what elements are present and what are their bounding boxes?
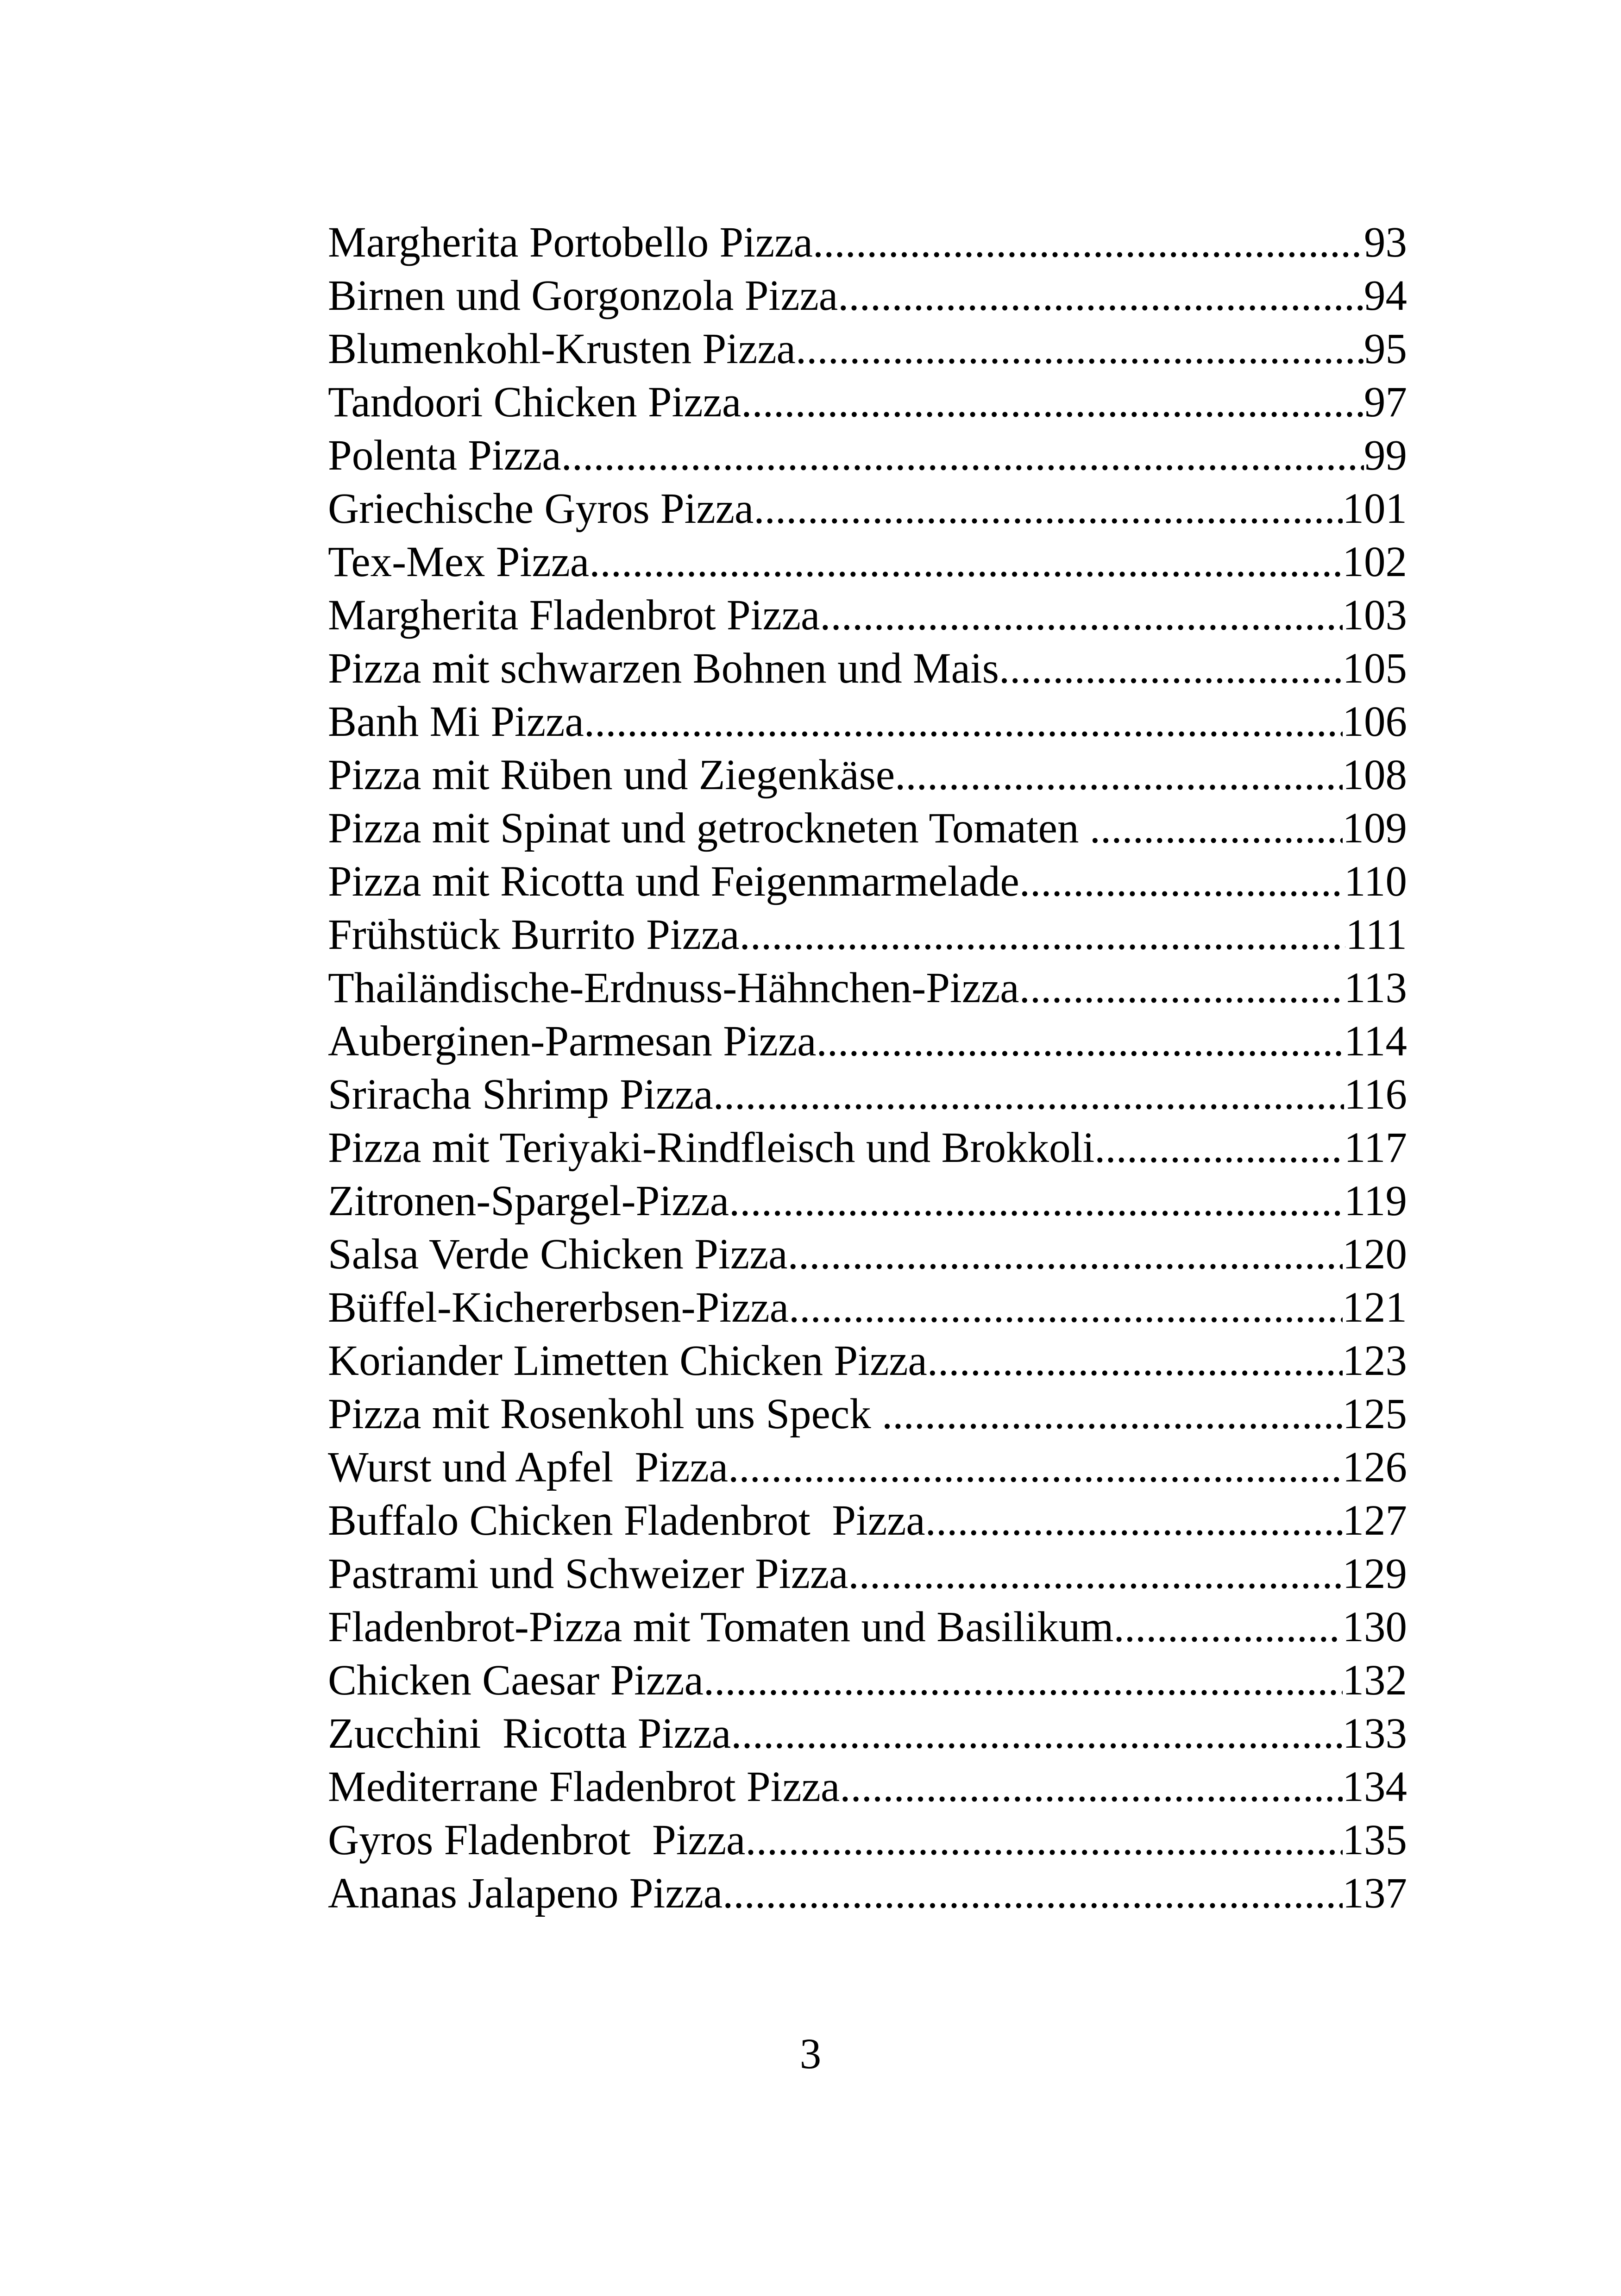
toc-entry — [328, 802, 1407, 855]
toc-entry-page: 121 — [1342, 1284, 1407, 1331]
toc-entry — [328, 1068, 1407, 1121]
dot-leader — [723, 1867, 1342, 1920]
toc-entry-page: 134 — [1342, 1763, 1407, 1811]
dot-leader — [728, 1441, 1342, 1494]
toc-entry-page: 93 — [1364, 219, 1407, 266]
dot-leader — [1090, 802, 1343, 855]
toc-entry — [328, 642, 1407, 695]
toc-entry-page: 132 — [1342, 1656, 1407, 1704]
toc-entry-page: 116 — [1344, 1071, 1407, 1118]
toc-entry-page: 97 — [1364, 378, 1407, 426]
toc-entry-page: 135 — [1342, 1816, 1407, 1864]
dot-leader — [927, 1334, 1343, 1387]
toc-entry — [328, 1760, 1407, 1813]
toc-entry-title: Margherita Fladenbrot Pizza — [328, 591, 820, 639]
toc-entry-title: Buffalo Chicken Fladenbrot Pizza — [328, 1497, 925, 1544]
toc-entry-page: 103 — [1342, 591, 1407, 639]
toc-entry-page: 109 — [1342, 804, 1407, 852]
toc-entry-title: Pizza mit Teriyaki-Rindfleisch und Brokkoli — [328, 1124, 1095, 1172]
toc-entry-page: 125 — [1342, 1390, 1407, 1438]
toc-entry-title: Blumenkohl-Krusten Pizza — [328, 325, 796, 373]
dot-leader — [1019, 855, 1344, 908]
dot-leader — [731, 1707, 1342, 1760]
toc-entry-page: 99 — [1364, 432, 1407, 479]
dot-leader — [813, 216, 1364, 269]
toc-entry-page: 101 — [1342, 485, 1407, 533]
toc-entry-page: 117 — [1344, 1124, 1407, 1172]
toc-entry-title: Wurst und Apfel Pizza — [328, 1443, 729, 1491]
toc-entry-title: Koriander Limetten Chicken Pizza — [328, 1337, 927, 1385]
dot-leader — [741, 376, 1364, 429]
toc-entry-page: 120 — [1342, 1230, 1407, 1278]
toc-entry-title: Zucchini Ricotta Pizza — [328, 1710, 731, 1757]
toc-entry-title: Margherita Portobello Pizza — [328, 219, 813, 266]
dot-leader — [840, 1760, 1342, 1813]
dot-leader — [796, 322, 1364, 376]
toc-entry-title: Gyros Fladenbrot Pizza — [328, 1816, 746, 1864]
dot-leader — [713, 1068, 1344, 1121]
toc-entry — [328, 1441, 1407, 1494]
toc-entry-page: 126 — [1342, 1443, 1407, 1491]
toc-entry — [328, 855, 1407, 908]
toc-entry — [328, 695, 1407, 748]
toc-entry-title: Zitronen-Spargel-Pizza — [328, 1177, 729, 1225]
toc-entry-title: Polenta Pizza — [328, 432, 561, 479]
dot-leader — [729, 1174, 1344, 1228]
dot-leader — [561, 429, 1364, 482]
toc-entry — [328, 1547, 1407, 1600]
dot-leader — [838, 269, 1364, 322]
toc-entry-title: Fladenbrot-Pizza mit Tomaten und Basilikum — [328, 1603, 1114, 1651]
toc-entry — [328, 322, 1407, 376]
toc-entry — [328, 1228, 1407, 1281]
toc-entry — [328, 482, 1407, 535]
toc-entry — [328, 376, 1407, 429]
toc-entry-title: Ananas Jalapeno Pizza — [328, 1869, 723, 1917]
toc-entry-page: 130 — [1342, 1603, 1407, 1651]
toc-entry-title: Sriracha Shrimp Pizza — [328, 1071, 713, 1118]
toc-entry — [328, 748, 1407, 802]
toc-entry — [328, 1387, 1407, 1441]
toc-entry-title: Salsa Verde Chicken Pizza — [328, 1230, 788, 1278]
dot-leader — [895, 748, 1342, 802]
toc-entry-page: 133 — [1342, 1710, 1407, 1757]
toc-entry — [328, 269, 1407, 322]
toc-entry — [328, 1281, 1407, 1334]
dot-leader — [704, 1654, 1343, 1707]
dot-leader — [789, 1281, 1343, 1334]
table-of-contents — [328, 216, 1407, 1920]
toc-entry — [328, 535, 1407, 589]
toc-entry-page: 127 — [1342, 1497, 1407, 1544]
toc-entry — [328, 1867, 1407, 1920]
toc-entry-title: Pizza mit Rüben und Ziegenkäse — [328, 751, 895, 799]
toc-entry-page: 106 — [1342, 698, 1407, 746]
toc-entry — [328, 429, 1407, 482]
dot-leader — [740, 908, 1346, 961]
toc-entry — [328, 1174, 1407, 1228]
dot-leader — [820, 589, 1342, 642]
dot-leader — [584, 695, 1343, 748]
toc-entry — [328, 216, 1407, 269]
toc-entry-title: Mediterrane Fladenbrot Pizza — [328, 1763, 840, 1811]
page-number: 3 — [799, 2030, 822, 2078]
dot-leader — [882, 1387, 1343, 1441]
dot-leader — [589, 535, 1342, 589]
toc-entry-page: 95 — [1364, 325, 1407, 373]
toc-entry — [328, 1600, 1407, 1654]
toc-entry-page: 102 — [1342, 538, 1407, 586]
toc-entry-page: 119 — [1344, 1177, 1407, 1225]
dot-leader — [925, 1494, 1343, 1547]
toc-entry — [328, 1654, 1407, 1707]
toc-entry-title: Tandoori Chicken Pizza — [328, 378, 741, 426]
toc-entry — [328, 1015, 1407, 1068]
toc-entry-title: Pizza mit Ricotta und Feigenmarmelade — [328, 858, 1019, 905]
toc-entry-title: Auberginen-Parmesan Pizza — [328, 1017, 817, 1065]
toc-entry — [328, 1121, 1407, 1174]
toc-entry — [328, 589, 1407, 642]
toc-entry-title: Thailändische-Erdnuss-Hähnchen-Pizza — [328, 964, 1019, 1012]
toc-entry-title: Büffel-Kichererbsen-Pizza — [328, 1284, 789, 1331]
dot-leader — [788, 1228, 1343, 1281]
toc-entry — [328, 1334, 1407, 1387]
toc-entry — [328, 908, 1407, 961]
toc-entry-page: 111 — [1345, 911, 1407, 959]
dot-leader — [1094, 1121, 1344, 1174]
toc-entry-page: 129 — [1342, 1550, 1407, 1598]
toc-entry-page: 137 — [1342, 1869, 1407, 1917]
toc-entry-title: Griechische Gyros Pizza — [328, 485, 754, 533]
dot-leader — [745, 1813, 1342, 1867]
dot-leader — [1114, 1600, 1343, 1654]
toc-entry-page: 108 — [1342, 751, 1407, 799]
toc-entry — [328, 1494, 1407, 1547]
toc-entry — [328, 961, 1407, 1015]
toc-entry-title: Tex-Mex Pizza — [328, 538, 590, 586]
toc-entry-title: Pizza mit Rosenkohl uns Speck — [328, 1390, 882, 1438]
toc-entry-page: 114 — [1344, 1017, 1407, 1065]
dot-leader — [817, 1015, 1344, 1068]
toc-entry-title: Pastrami und Schweizer Pizza — [328, 1550, 848, 1598]
toc-entry-title: Banh Mi Pizza — [328, 698, 584, 746]
toc-entry-title: Birnen und Gorgonzola Pizza — [328, 272, 838, 320]
toc-entry-page: 113 — [1344, 964, 1407, 1012]
toc-entry-page: 123 — [1342, 1337, 1407, 1385]
toc-entry-page: 110 — [1344, 858, 1407, 905]
toc-entry-page: 94 — [1364, 272, 1407, 320]
toc-entry-title: Pizza mit Spinat und getrockneten Tomaten — [328, 804, 1090, 852]
dot-leader — [754, 482, 1342, 535]
toc-entry-title: Pizza mit schwarzen Bohnen und Mais — [328, 645, 999, 692]
dot-leader — [999, 642, 1343, 695]
dot-leader — [1019, 961, 1344, 1015]
toc-entry-page: 105 — [1342, 645, 1407, 692]
dot-leader — [848, 1547, 1342, 1600]
toc-entry — [328, 1707, 1407, 1760]
toc-entry-title: Chicken Caesar Pizza — [328, 1656, 704, 1704]
toc-entry — [328, 1813, 1407, 1867]
toc-entry-title: Frühstück Burrito Pizza — [328, 911, 740, 959]
